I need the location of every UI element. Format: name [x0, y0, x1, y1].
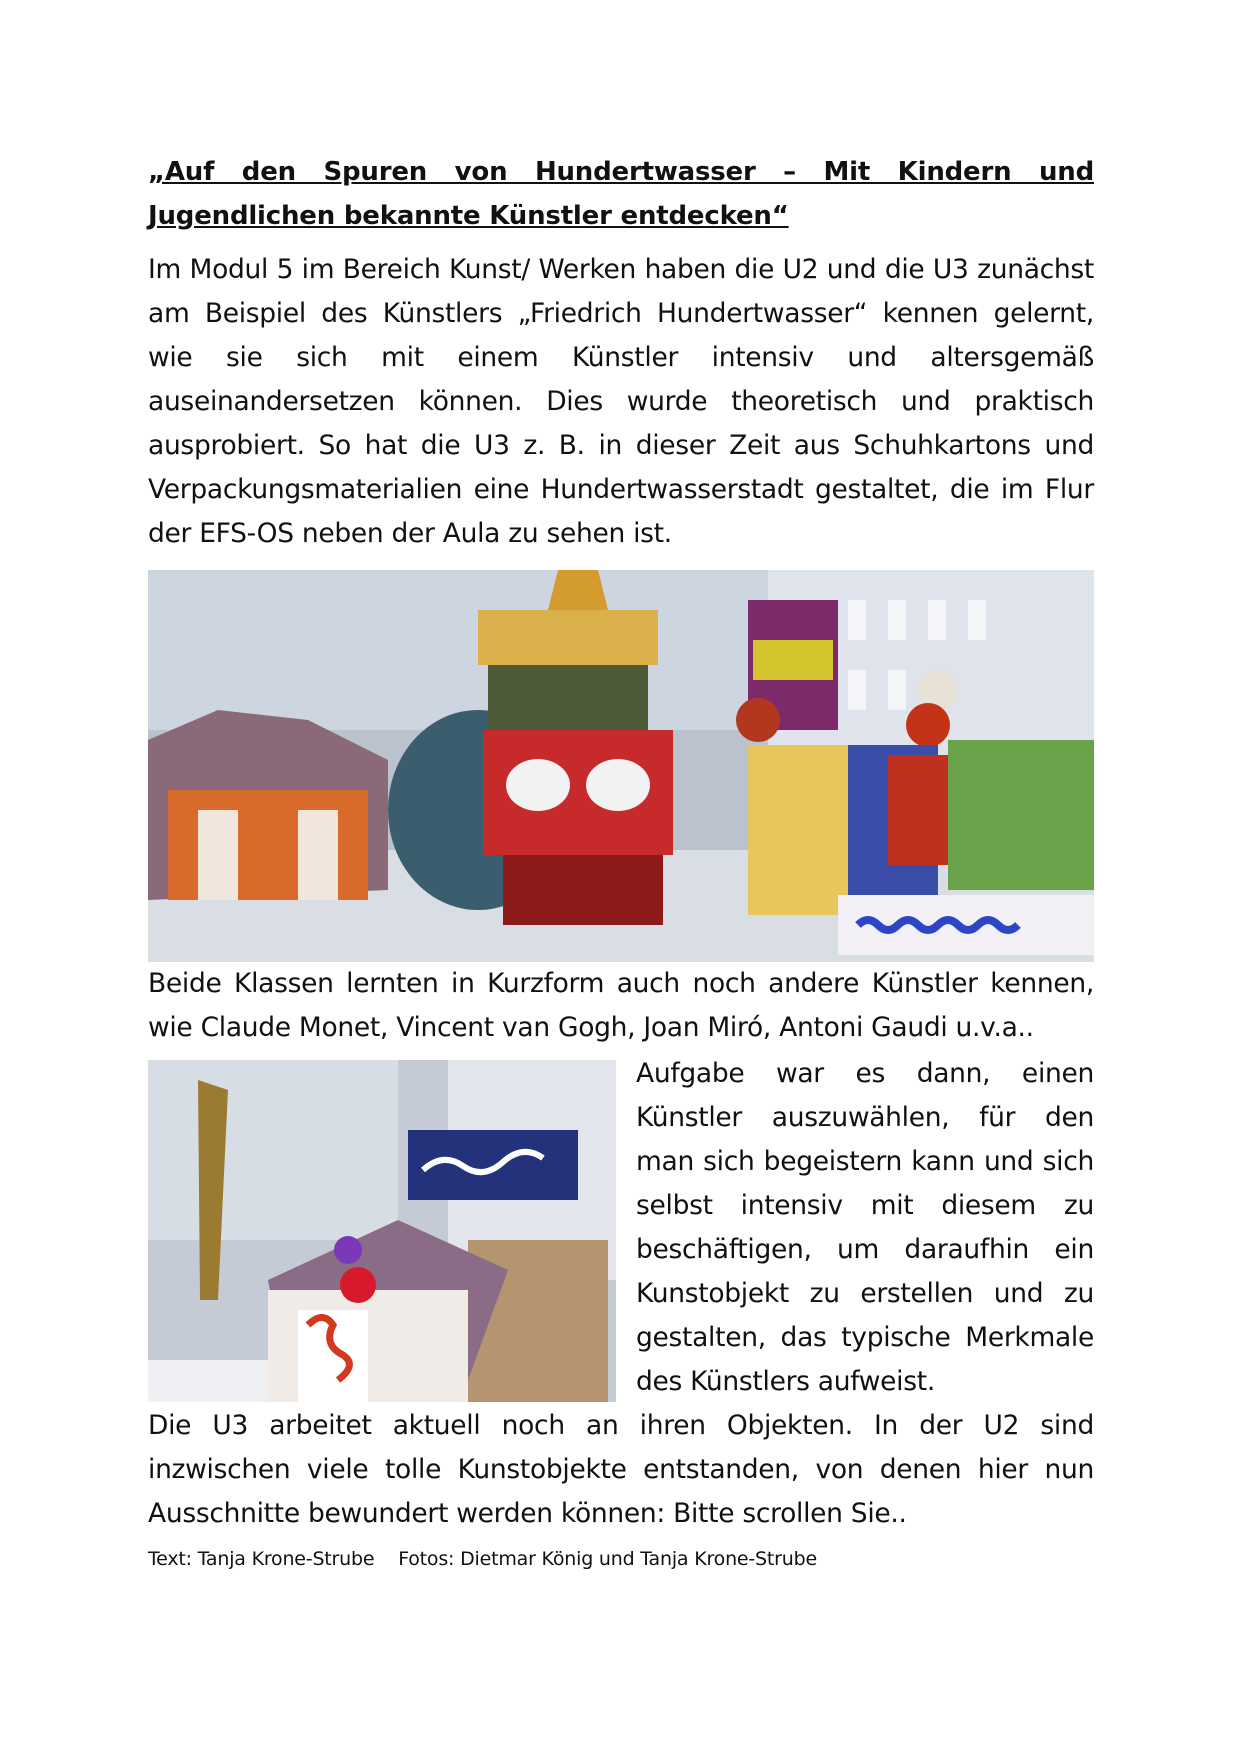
- article-title: [148, 150, 1094, 238]
- paragraph-other-artists: Beide Klassen lernten in Kurzform auch noch andere Künstler kennen, wie Claude Monet, Vincent van Gogh, Joan Miró, Antoni Gaudi u.v.a..: [148, 968, 1094, 1043]
- photo-hundertwasser-city: [148, 570, 1094, 962]
- paragraph-task: Aufgabe war es dann, einen Künstler auszuwählen, für den man sich begeistern kann und sich selbst intensiv mit diesem zu beschäftigen, um daraufhin ein Kunstobjekt zu erstellen und zu gestalten, das typische Merkmale des Künstlers aufweist.: [636, 1058, 1094, 1397]
- title-line-2: Jugendlichen bekannte Künstler entdecken“: [148, 201, 789, 231]
- title-line-1: „Auf den Spuren von Hundertwasser – Mit Kindern und: [148, 157, 1094, 187]
- photo-art-object: [148, 1060, 616, 1402]
- paragraph-status: Die U3 arbeitet aktuell noch an ihren Objekten. In der U2 sind inzwischen viele tolle Kunstobjekte entstanden, von denen hier nun Ausschnitte bewundert werden können: Bitte scrollen Sie..: [148, 1410, 1094, 1529]
- side-text-column: [636, 1060, 1094, 1404]
- credits: [148, 1548, 1094, 1570]
- credit-text: Text: Tanja Krone-Strube: [148, 1548, 375, 1570]
- document-page: [148, 150, 1094, 1570]
- credit-photos: Fotos: Dietmar König und Tanja Krone-Strube: [398, 1548, 817, 1570]
- paragraph-intro: Im Modul 5 im Bereich Kunst/ Werken haben die U2 und die U3 zunächst am Beispiel des Künstlers „Friedrich Hundertwasser“ kennen gelernt, wie sie sich mit einem Künstler intensiv und altersgemäß auseinandersetzen können. Dies wurde theoretisch und praktisch ausprobiert. So hat die U3 z. B. in dieser Zeit aus Schuhkartons und Verpackungsmaterialien eine Hundertwasserstadt gestaltet, die im Flur der EFS-OS neben der Aula zu sehen ist.: [148, 254, 1094, 549]
- photo-text-row: [148, 1060, 1094, 1404]
